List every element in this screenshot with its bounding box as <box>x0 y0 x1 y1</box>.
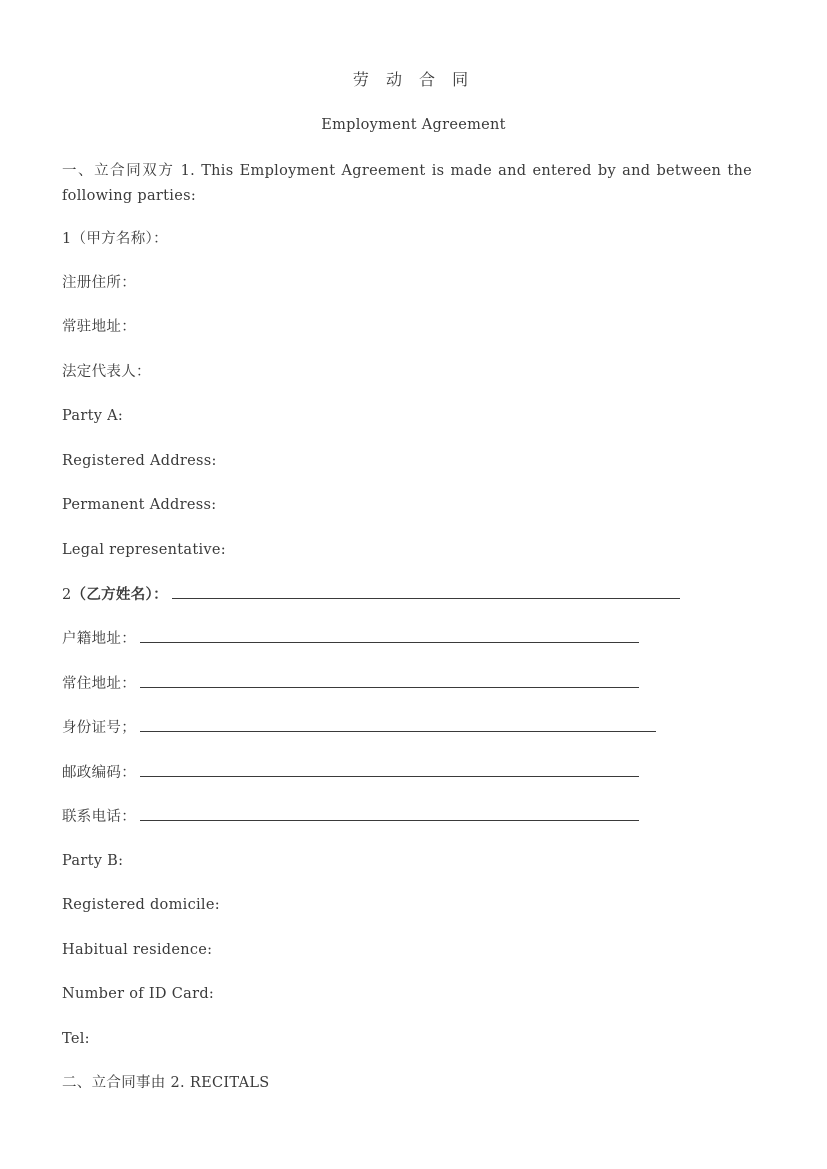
document-title: 劳 动 合 同 <box>352 70 475 89</box>
section-1-text: 1. This Employment Agreement is made and entered by and between the following parties: <box>62 163 752 204</box>
document-subtitle: Employment Agreement <box>321 117 506 133</box>
party-b-name-line <box>62 584 680 605</box>
party-a-registered-address-cn: 注册住所： <box>62 275 136 291</box>
party-a-number: 1 <box>62 231 72 247</box>
party-b-name-blank[interactable] <box>172 584 680 599</box>
party-a-permanent-address-cn: 常驻地址： <box>62 319 136 335</box>
party-b-id-card-en: Number of ID Card: <box>62 986 215 1002</box>
party-a-registered-address-en: Registered Address: <box>62 453 217 469</box>
party-b-residence-address-label: 常住地址： <box>62 676 136 692</box>
section-2-text: 2. RECITALS <box>170 1075 270 1091</box>
section-1-paragraph <box>62 159 752 209</box>
party-b-residence-address-line <box>62 673 639 694</box>
party-a-name-line <box>62 229 168 249</box>
party-b-id-number-label: 身份证号； <box>62 720 136 736</box>
section-2-line <box>62 1073 270 1093</box>
party-a-permanent-address-en: Permanent Address: <box>62 497 217 513</box>
household-address-blank[interactable] <box>140 628 639 643</box>
party-a-name-label: （甲方名称）： <box>71 231 168 247</box>
party-b-phone-label: 联系电话： <box>62 809 136 825</box>
phone-blank[interactable] <box>140 806 639 821</box>
party-a-en: Party A: <box>62 408 124 424</box>
id-number-blank[interactable] <box>140 717 656 732</box>
party-b-number: 2 <box>62 587 72 603</box>
party-b-postal-code-line <box>62 762 639 783</box>
party-b-name-label: （乙方姓名）： <box>71 586 168 603</box>
postal-code-blank[interactable] <box>140 762 639 777</box>
party-a-legal-representative-en: Legal representative: <box>62 542 226 558</box>
residence-address-blank[interactable] <box>140 673 639 688</box>
section-1-heading: 一、立合同双方 <box>62 163 175 179</box>
party-b-household-address-label: 户籍地址： <box>62 631 136 647</box>
party-b-habitual-residence-en: Habitual residence: <box>62 942 213 958</box>
party-b-registered-domicile-en: Registered domicile: <box>62 897 220 913</box>
party-b-phone-line <box>62 806 639 827</box>
party-b-id-number-line <box>62 717 656 738</box>
party-a-legal-representative-cn: 法定代表人： <box>62 364 151 380</box>
party-b-tel-en: Tel: <box>62 1031 90 1047</box>
party-b-household-address-line <box>62 628 639 649</box>
party-b-en: Party B: <box>62 853 124 869</box>
party-b-postal-code-label: 邮政编码： <box>62 765 136 781</box>
section-2-heading: 二、立合同事由 <box>62 1075 166 1091</box>
